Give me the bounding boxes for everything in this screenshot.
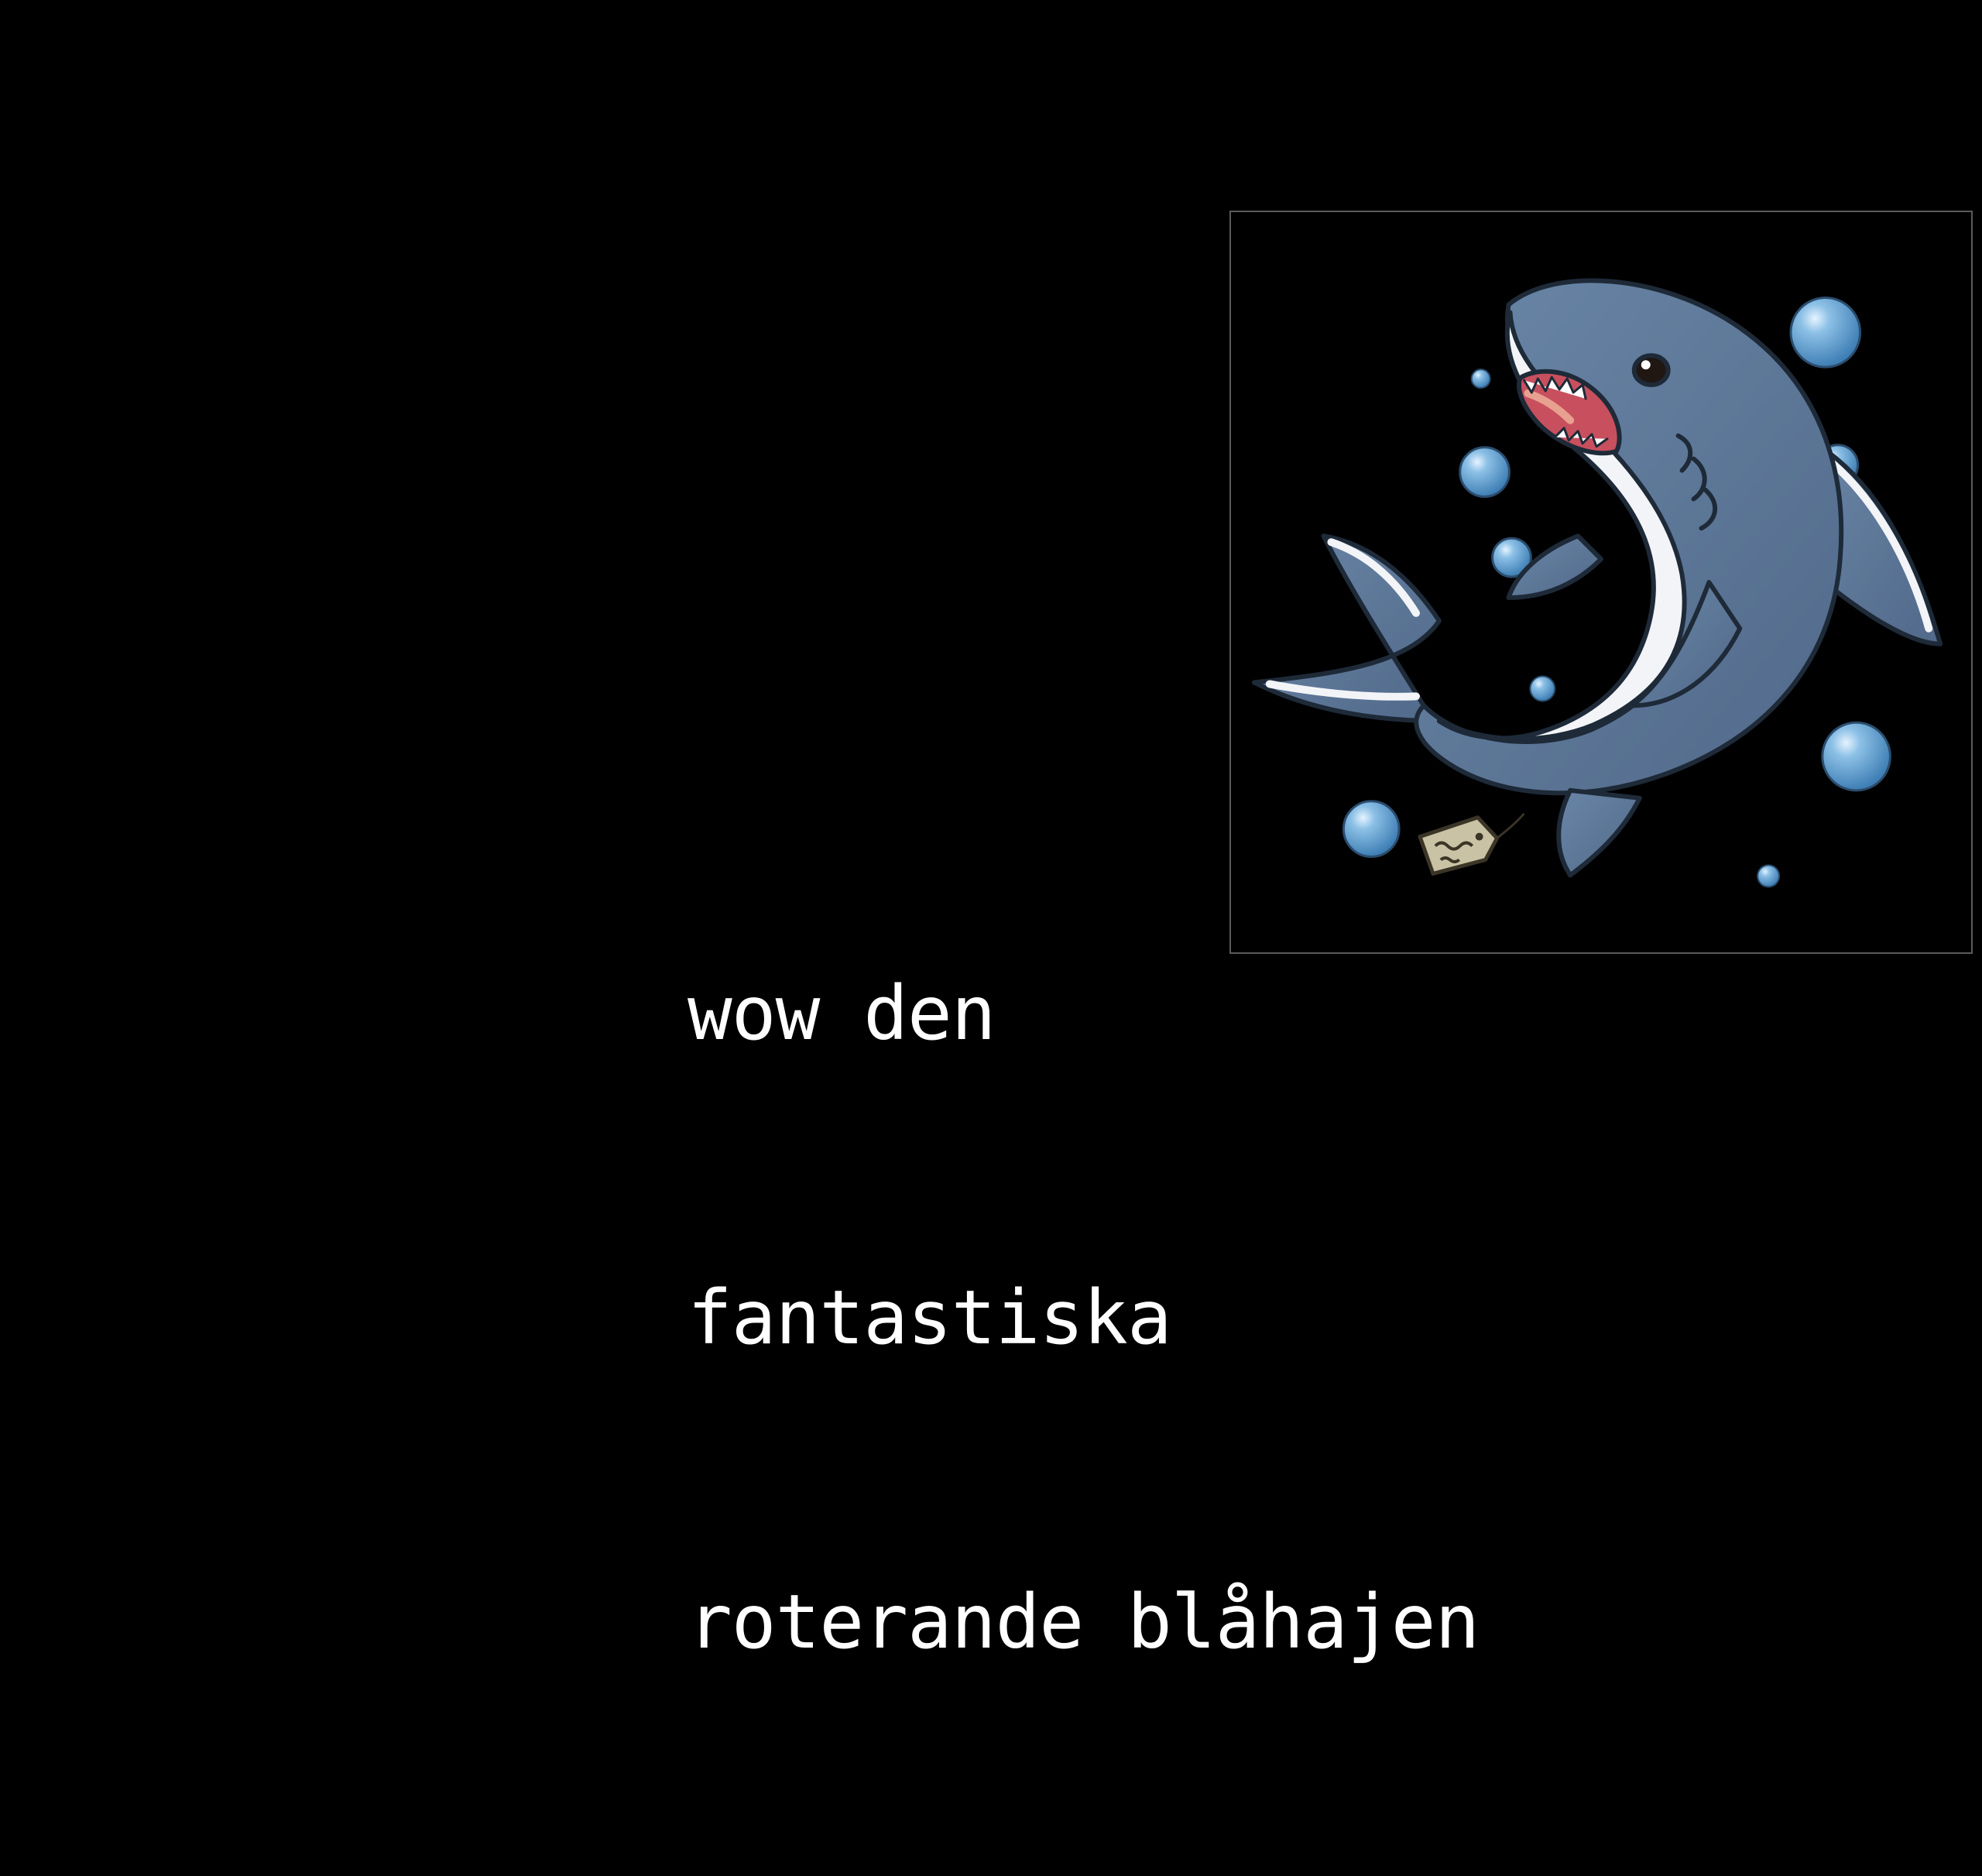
caption-line-3: roterande blåhajen	[688, 1579, 1480, 1665]
caption-line-1: wow den	[688, 970, 996, 1057]
caption-line-2: fantastiska	[688, 1274, 1171, 1361]
caption	[688, 760, 1479, 1876]
